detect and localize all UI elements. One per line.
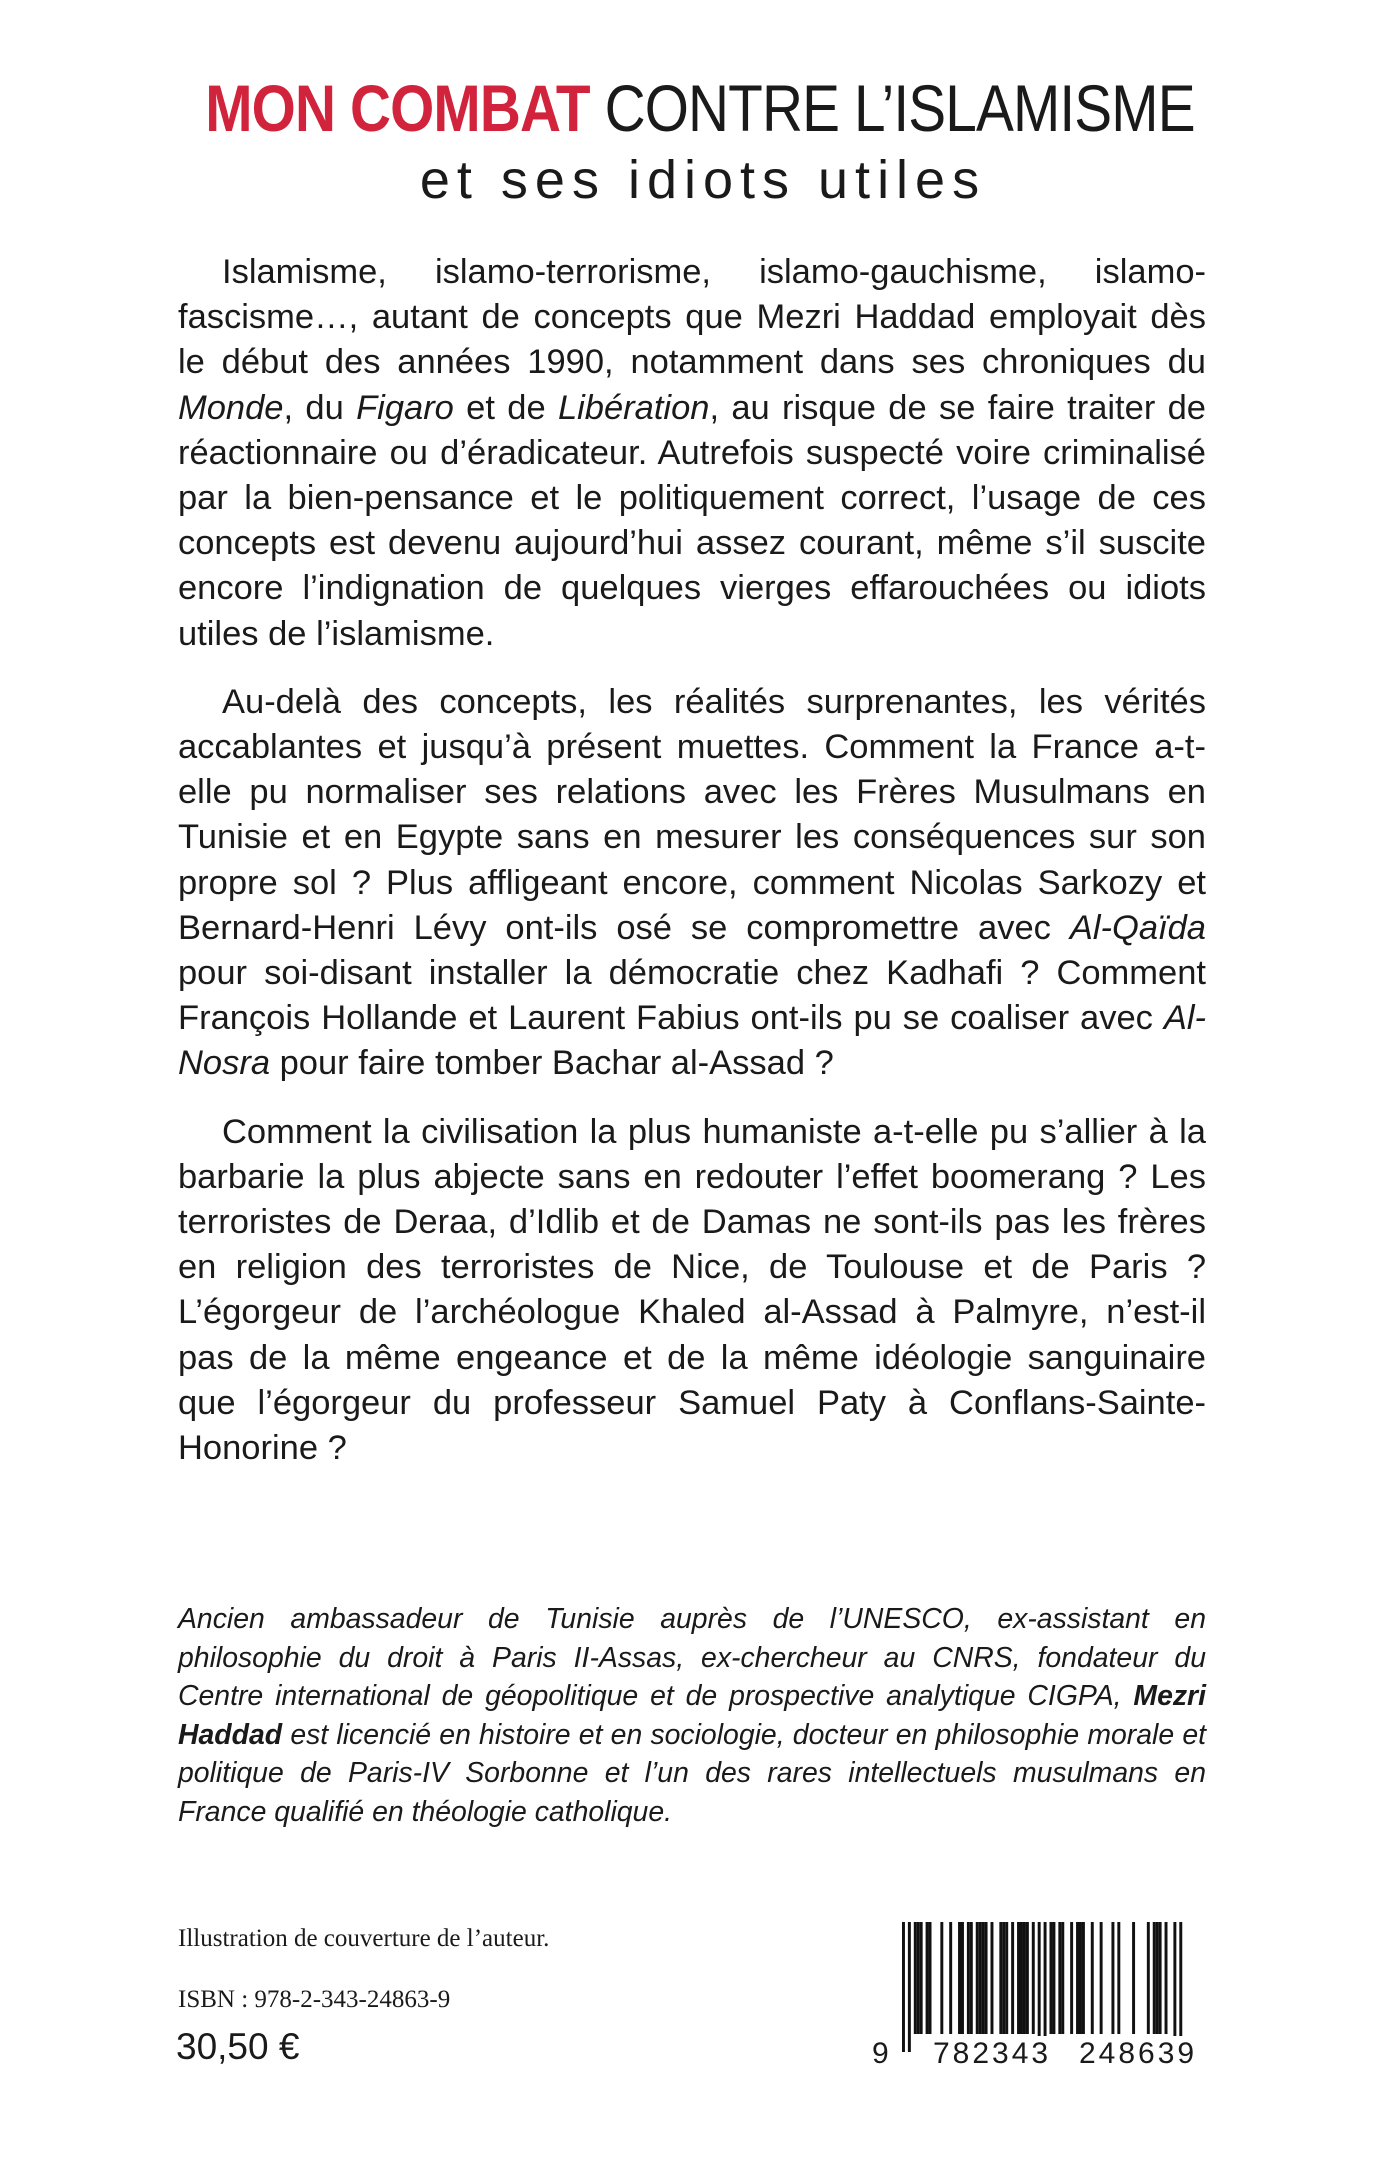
price: 30,50 € bbox=[176, 2026, 300, 2067]
barcode-bars bbox=[872, 1922, 1212, 2054]
p1-monde: Monde bbox=[178, 388, 284, 427]
barcode-bar bbox=[1076, 1922, 1079, 2034]
p1-text-d: , au risque de se faire traiter de réactionnaire ou d’éradicateur. Autrefois suspecté voire criminalisé par la bien-pensance et le politiquement correct, l’usage de ces concepts est devenu aujourd’hui assez courant, même s’il suscite encore l’indignation de quelques vierges effarouchées ou idiots utiles de l’islamisme. bbox=[178, 388, 1206, 653]
title-red-part: MON COMBAT bbox=[205, 71, 590, 145]
barcode-guard-bar bbox=[908, 1922, 911, 2052]
title-block bbox=[0, 70, 1400, 212]
author-name: Mezri Haddad bbox=[178, 1680, 1206, 1751]
p2-alqaida: Al-Qaïda bbox=[1069, 908, 1206, 947]
p2-text-a: Au-delà des concepts, les réalités surprenantes, les vérités accablantes et jusqu’à présent muettes. Comment la France a-t-elle pu normaliser ses relations avec les Frères Musulmans en Tunisie et en Egypte sans en mesurer les conséquences sur son propre sol ? Plus affligeant encore, comment Nicolas Sarkozy et Bernard-Henri Lévy ont-ils osé se compromettre avec bbox=[178, 682, 1206, 947]
barcode-bar bbox=[1032, 1922, 1035, 2034]
barcode-bar bbox=[1020, 1922, 1023, 2034]
barcode-bar bbox=[940, 1922, 943, 2034]
barcode-bar bbox=[1026, 1922, 1029, 2034]
p2-alnosra: Al-Nosra bbox=[178, 999, 1206, 1083]
barcode-bar bbox=[949, 1922, 952, 2034]
barcode-bar bbox=[1147, 1922, 1150, 2034]
barcode-bar bbox=[917, 1922, 920, 2034]
barcode-bar bbox=[1100, 1922, 1103, 2034]
barcode-bar bbox=[1017, 1922, 1020, 2034]
p1-liberation: Libération bbox=[557, 388, 710, 427]
barcode-bar bbox=[985, 1922, 988, 2034]
barcode-bar bbox=[1091, 1922, 1094, 2034]
barcode-bar bbox=[1153, 1922, 1156, 2034]
barcode-bar bbox=[970, 1922, 973, 2034]
barcode-bar bbox=[976, 1922, 979, 2034]
author-bio bbox=[178, 1600, 1206, 1832]
p2-text-c: pour faire tomber Bachar al-Assad ? bbox=[270, 1044, 834, 1083]
paragraph-3: Comment la civilisation la plus humaniste a-t-elle pu s’allier à la barbarie la plus abjecte sans en redouter l’effet boomerang ? Les terroristes de Deraa, d’Idlib et de Damas ne sont-ils pas les frères en religion des terroristes de Nice, de Toulouse et de Paris ? L’égorgeur de l’archéologue Khaled al-Assad à Palmyre, n’est-il pas de la même engeance et de la même idéologie sanguinaire que l’égorgeur du professeur Samuel Paty à Conflans-Sainte-Honorine ? bbox=[178, 1112, 1206, 1468]
bio-text-b: est licencié en histoire et en sociologie, docteur en philosophie morale et politique de Paris-IV Sorbonne et l’un des rares intellectuels musulmans en France qualifié en théologie catholique. bbox=[178, 1718, 1206, 1828]
back-cover-text bbox=[178, 250, 1206, 1494]
barcode-guard-bar bbox=[1044, 1922, 1047, 2052]
bio-text-a: Ancien ambassadeur de Tunisie auprès de l’UNESCO, ex-assistant en philosophie du droit à Paris II-Assas, ex-chercheur au CNRS, fondateur du Centre international de géopolitique et de prospective analytique CIGPA, bbox=[178, 1603, 1206, 1713]
barcode-bar bbox=[999, 1922, 1002, 2034]
barcode-guard-bar bbox=[902, 1922, 905, 2052]
barcode-digits bbox=[872, 2036, 1212, 2072]
barcode-guard-bar bbox=[1038, 1922, 1041, 2052]
isbn: ISBN : 978-2-343-24863-9 bbox=[178, 1986, 451, 2013]
barcode-first-digit: 9 bbox=[872, 2037, 889, 2070]
barcode-bar bbox=[1061, 1922, 1064, 2034]
p1-text-b: , du bbox=[283, 388, 357, 427]
barcode-bar bbox=[1159, 1922, 1162, 2034]
barcode-guard-bar bbox=[1173, 1922, 1176, 2052]
barcode-bar bbox=[1117, 1922, 1120, 2034]
p2-text-b: pour soi-disant installer la démocratie chez Kadhafi ? Comment François Hollande et Laurent Fabius ont-ils pu se coaliser avec bbox=[178, 954, 1206, 1038]
p1-figaro: Figaro bbox=[356, 388, 454, 427]
barcode-bar bbox=[1002, 1922, 1005, 2034]
barcode-right-group: 248639 bbox=[1076, 2036, 1200, 2072]
barcode-bar bbox=[920, 1922, 923, 2034]
barcode-bar bbox=[926, 1922, 929, 2034]
barcode-bar bbox=[1011, 1922, 1014, 2034]
barcode-bar bbox=[1058, 1922, 1061, 2034]
paragraph-2 bbox=[178, 680, 1206, 1087]
barcode-bar bbox=[929, 1922, 932, 2034]
barcode-bar bbox=[1111, 1922, 1114, 2034]
p1-text-a: Islamisme, islamo-terrorisme, islamo-gauchisme, islamo-fascisme…, autant de concepts que Mezri Haddad employait dès le début des années 1990, notamment dans ses chroniques du bbox=[178, 253, 1206, 382]
barcode-bar bbox=[1023, 1922, 1026, 2034]
barcode-bar bbox=[967, 1922, 970, 2034]
cover-credit: Illustration de couverture de l’auteur. bbox=[178, 1925, 550, 1952]
barcode-bar bbox=[1082, 1922, 1085, 2034]
barcode-bar bbox=[1070, 1922, 1073, 2034]
barcode-bar bbox=[961, 1922, 964, 2034]
barcode bbox=[872, 1922, 1212, 2072]
barcode-left-group: 782343 bbox=[930, 2036, 1054, 2072]
barcode-bar bbox=[958, 1922, 961, 2034]
barcode-bar bbox=[1156, 1922, 1159, 2034]
barcode-bar bbox=[1052, 1922, 1055, 2034]
barcode-bar bbox=[1050, 1922, 1053, 2034]
barcode-bar bbox=[914, 1922, 917, 2034]
barcode-bar bbox=[1079, 1922, 1082, 2034]
title-black-part: CONTRE L’ISLAMISME bbox=[604, 71, 1195, 145]
barcode-bar bbox=[982, 1922, 985, 2034]
barcode-guard-bar bbox=[1179, 1922, 1182, 2052]
barcode-bar bbox=[1005, 1922, 1008, 2034]
barcode-bar bbox=[1165, 1922, 1168, 2034]
barcode-bar bbox=[1132, 1922, 1135, 2034]
book-title bbox=[98, 70, 1302, 146]
paragraph-1 bbox=[178, 250, 1206, 657]
book-subtitle: et ses idiots utiles bbox=[419, 150, 987, 210]
barcode-bar bbox=[979, 1922, 982, 2034]
barcode-bar bbox=[991, 1922, 994, 2034]
p1-text-c: et de bbox=[453, 388, 558, 427]
